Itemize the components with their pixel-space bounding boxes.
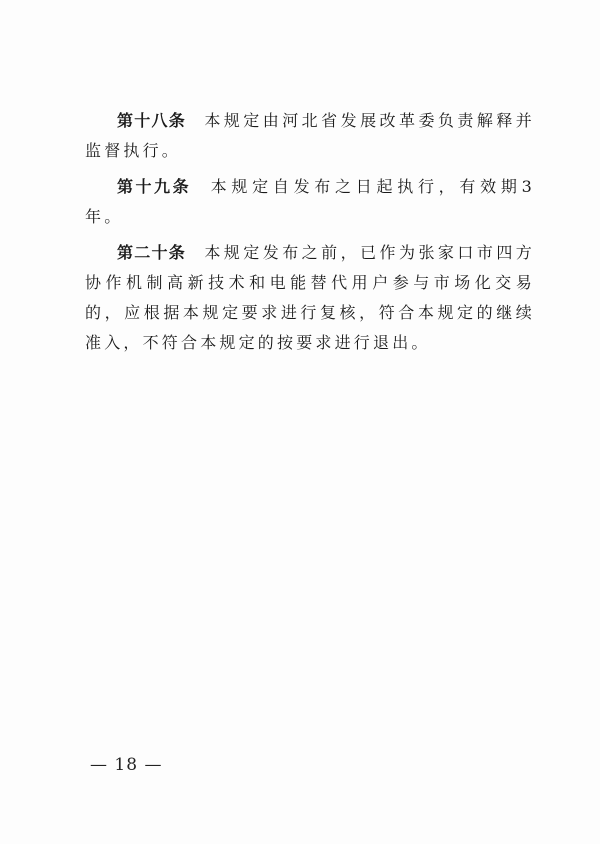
- article-20-number: 第二十条: [117, 243, 187, 262]
- article-19-text: 本规定自发布之日起执行，有效期3年。: [85, 177, 535, 226]
- article-20: [85, 238, 535, 358]
- article-20-text: 本规定发布之前，已作为张家口市四方协作机制高新技术和电能替代用户参与市场化交易的，应根据本规定要求进行复核，符合本规定的继续准入，不符合本规定的按要求进行退出。: [85, 243, 535, 352]
- article-18-text: 本规定由河北省发展改革委负责解释并监督执行。: [85, 111, 535, 160]
- article-19-number: 第十九条: [117, 177, 192, 196]
- article-18: [85, 106, 535, 166]
- page-number: — 18 —: [90, 755, 163, 775]
- article-19: [85, 172, 535, 232]
- article-18-number: 第十八条: [117, 111, 187, 130]
- document-body: [85, 106, 535, 358]
